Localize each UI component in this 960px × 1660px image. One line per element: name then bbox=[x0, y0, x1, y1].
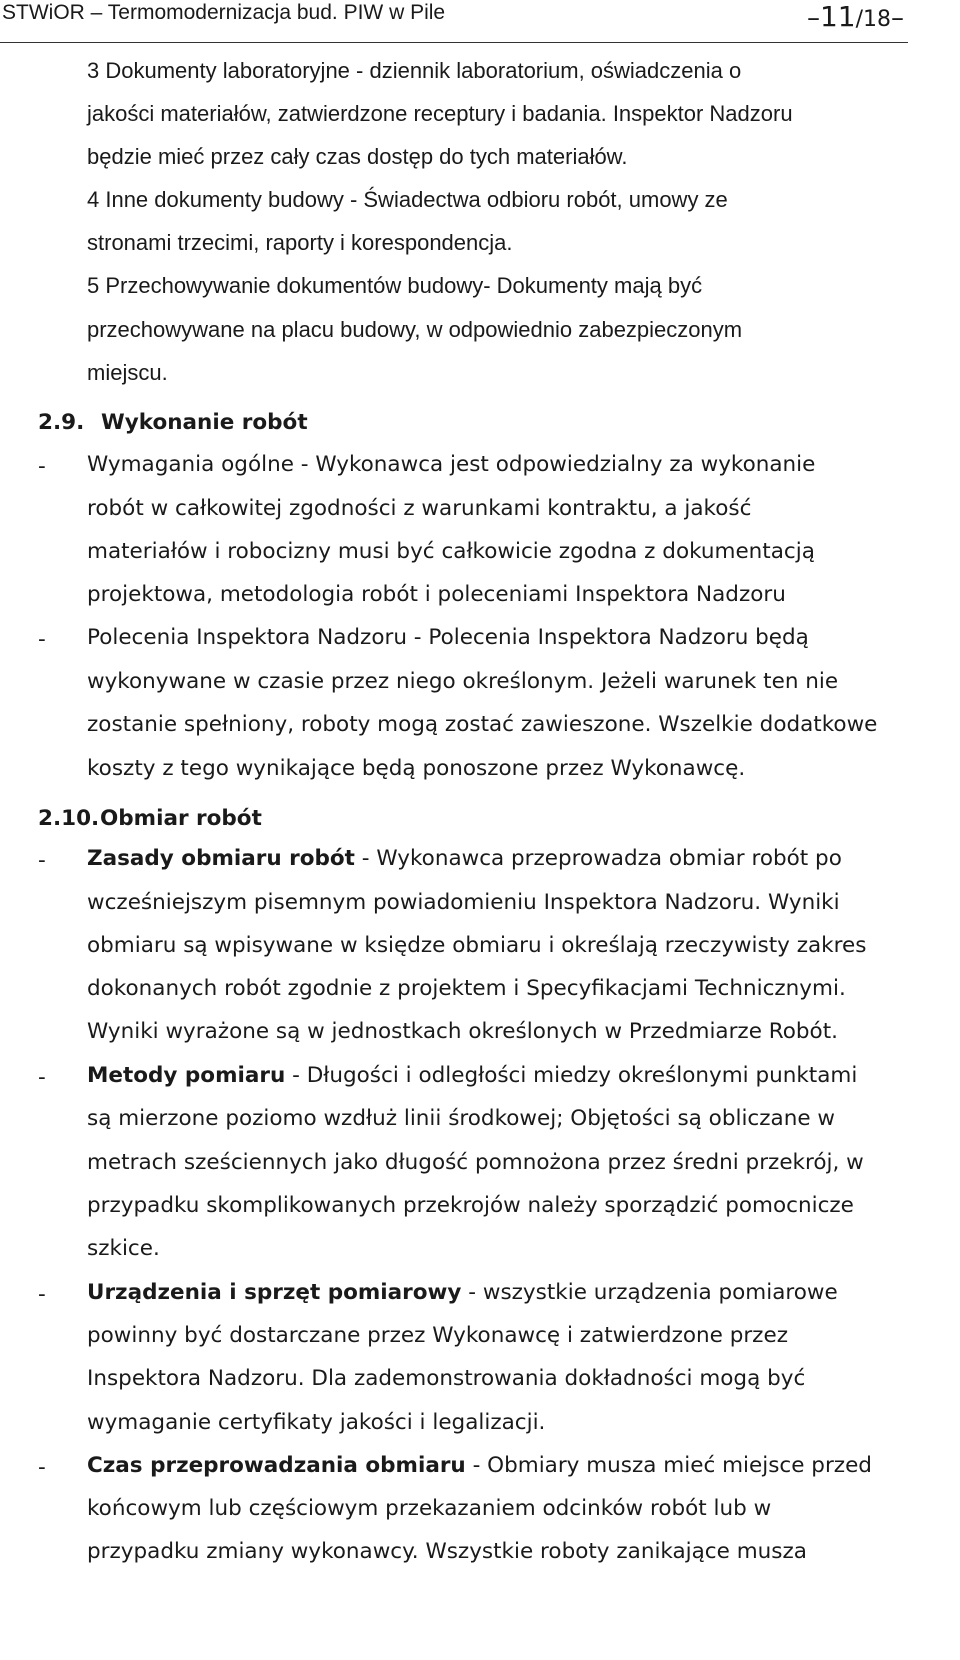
s210-p3-line-4: wymaganie certyfikaty jakości i legalizacji. bbox=[87, 1410, 546, 1435]
s210-p1-line-5: Wyniki wyrażone są w jednostkach określonych w Przedmiarze Robót. bbox=[87, 1019, 838, 1044]
page-dash-left: – bbox=[806, 3, 820, 33]
item-5-line-3: miejscu. bbox=[87, 360, 168, 385]
page-current: 11 bbox=[819, 0, 856, 33]
s210-p1-line-1 bbox=[87, 846, 842, 871]
item-5-line-2: przechowywane na placu budowy, w odpowiednio zabezpieczonym bbox=[87, 317, 743, 342]
section-2-9-title: Wykonanie robót bbox=[101, 410, 308, 435]
s210-p3-first: - wszystkie urządzenia pomiarowe bbox=[461, 1280, 838, 1305]
s210-p3-bold: Urządzenia i sprzęt pomiarowy bbox=[87, 1280, 462, 1305]
item-4-line-1: 4 Inne dokumenty budowy - Świadectwa odbioru robót, umowy ze bbox=[87, 187, 728, 212]
page-number bbox=[807, 0, 904, 33]
bullet-dash: - bbox=[38, 1065, 46, 1090]
section-2-10-title: Obmiar robót bbox=[100, 806, 262, 831]
s210-p4-line-1 bbox=[87, 1453, 872, 1478]
s210-p1-line-2: wcześniejszym pisemnym powiadomieniu Inspektora Nadzoru. Wyniki bbox=[87, 890, 840, 915]
page-header bbox=[0, 0, 908, 43]
bullet-dash: - bbox=[38, 1282, 46, 1307]
page-separator: / bbox=[855, 7, 863, 32]
s29-p1-line-2: robót w całkowitej zgodności z warunkami kontraktu, a jakość bbox=[87, 496, 752, 521]
s29-p2-line-2: wykonywane w czasie przez niego określonym. Jeżeli warunek ten nie bbox=[87, 669, 839, 694]
s210-p1-bold: Zasady obmiaru robót bbox=[87, 846, 355, 871]
page-dash-right: – bbox=[891, 3, 904, 33]
s29-p2-line-3: zostanie spełniony, roboty mogą zostać zawieszone. Wszelkie dodatkowe bbox=[87, 712, 878, 737]
bullet-dash: - bbox=[38, 848, 46, 873]
s210-p1-first: - Wykonawca przeprowadza obmiar robót po bbox=[354, 846, 842, 871]
document-title: STWiOR – Termomodernizacja bud. PIW w Pile bbox=[2, 1, 446, 24]
section-2-9-number: 2.9. bbox=[38, 410, 85, 435]
item-3-line-1: 3 Dokumenty laboratoryjne - dziennik laboratorium, oświadczenia o bbox=[87, 58, 742, 83]
s210-p2-line-1 bbox=[87, 1063, 857, 1088]
item-3-line-2: jakości materiałów, zatwierdzone receptury i badania. Inspektor Nadzoru bbox=[87, 101, 793, 126]
page-total: 18 bbox=[863, 7, 891, 32]
s210-p2-first: - Długości i odległości miedzy określonymi punktami bbox=[285, 1063, 858, 1088]
section-2-10-number: 2.10. bbox=[38, 806, 100, 831]
s29-p1-line-1: Wymagania ogólne - Wykonawca jest odpowiedzialny za wykonanie bbox=[87, 452, 816, 477]
s210-p4-line-3: przypadku zmiany wykonawcy. Wszystkie roboty zanikające musza bbox=[87, 1539, 807, 1564]
s210-p2-line-3: metrach sześciennych jako długość pomnożona przez średni przekrój, w bbox=[87, 1150, 864, 1175]
s29-p2-line-4: koszty z tego wynikające będą ponoszone przez Wykonawcę. bbox=[87, 756, 746, 781]
s210-p1-line-4: dokonanych robót zgodnie z projektem i Specyfikacjami Technicznymi. bbox=[87, 976, 846, 1001]
item-5-line-1: 5 Przechowywanie dokumentów budowy- Dokumenty mają być bbox=[87, 273, 703, 298]
s29-p2-line-1: Polecenia Inspektora Nadzoru - Polecenia Inspektora Nadzoru będą bbox=[87, 625, 809, 650]
section-2-9-heading bbox=[38, 410, 308, 435]
s210-p4-line-2: końcowym lub częściowym przekazaniem odcinków robót lub w bbox=[87, 1496, 772, 1521]
s210-p4-first: - Obmiary musza mieć miejsce przed bbox=[465, 1453, 872, 1478]
s210-p2-line-4: przypadku skomplikowanych przekrojów należy sporządzić pomocnicze bbox=[87, 1193, 854, 1218]
section-2-10-heading bbox=[38, 806, 262, 831]
item-3-line-3: będzie mieć przez cały czas dostęp do tych materiałów. bbox=[87, 144, 628, 169]
s210-p2-line-2: są mierzone poziomo wzdłuż linii środkowej; Objętości są obliczane w bbox=[87, 1106, 835, 1131]
s210-p3-line-2: powinny być dostarczane przez Wykonawcę i zatwierdzone przez bbox=[87, 1323, 788, 1348]
bullet-dash: - bbox=[38, 1455, 46, 1480]
s210-p1-line-3: obmiaru są wpisywane w księdze obmiaru i określają rzeczywisty zakres bbox=[87, 933, 867, 958]
s29-p1-line-4: projektowa, metodologia robót i poleceniami Inspektora Nadzoru bbox=[87, 582, 786, 607]
s210-p2-line-5: szkice. bbox=[87, 1236, 160, 1261]
s210-p3-line-1 bbox=[87, 1280, 838, 1305]
s210-p4-bold: Czas przeprowadzania obmiaru bbox=[87, 1453, 466, 1478]
bullet-dash: - bbox=[38, 627, 46, 652]
item-4-line-2: stronami trzecimi, raporty i korespondencja. bbox=[87, 230, 513, 255]
s210-p3-line-3: Inspektora Nadzoru. Dla zademonstrowania dokładności mogą być bbox=[87, 1366, 806, 1391]
s210-p2-bold: Metody pomiaru bbox=[87, 1063, 286, 1088]
s29-p1-line-3: materiałów i robocizny musi być całkowicie zgodna z dokumentacją bbox=[87, 539, 815, 564]
bullet-dash: - bbox=[38, 454, 46, 479]
